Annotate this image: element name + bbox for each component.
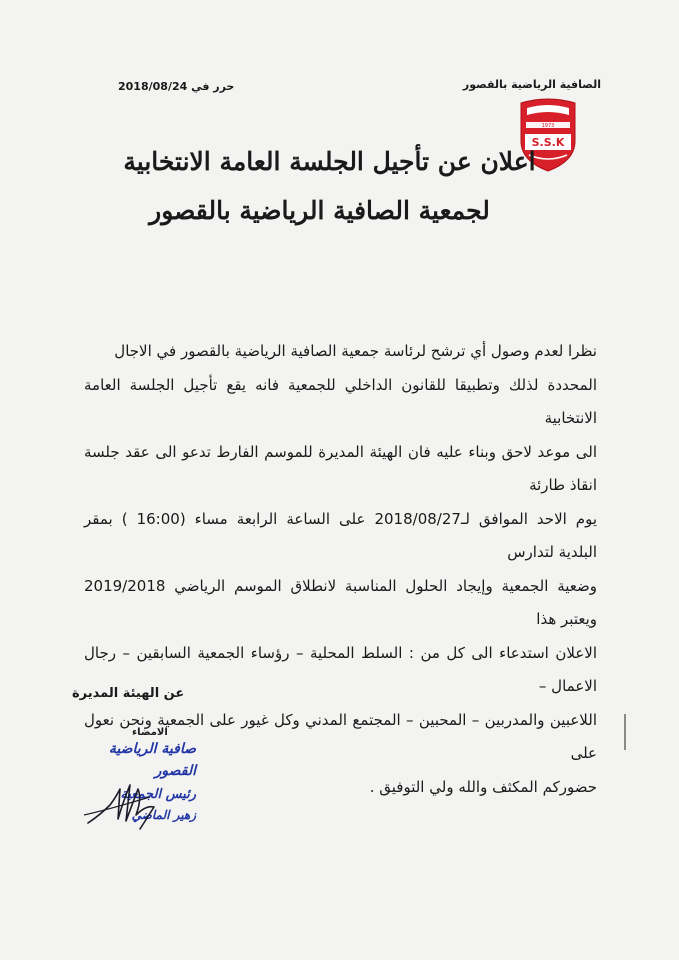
stamp-org-name: صافية الرياضية القصور (108, 741, 196, 779)
body-line: اللاعبين والمدربين – المحبين – المجتمع المدني وكل غيور على الجمعية ونحن نعول على (84, 710, 597, 762)
signature-label: الامضاء (132, 727, 168, 738)
stamp-title: رئيس الجمعية (120, 787, 196, 802)
body-line: نظرا لعدم وصول أي ترشح لرئاسة جمعية الصافية الرياضية بالقصور في الاجال (114, 342, 597, 360)
announcement-subtitle: لجمعية الصافية الرياضية بالقصور (149, 196, 490, 225)
announcement-title: اعلان عن تأجيل الجلسة العامة الانتخابية (123, 147, 536, 176)
dateline: حرر في 2018/08/24 (118, 80, 235, 93)
logo-initials: S.S.K (531, 136, 565, 149)
body-line: يوم الاحد الموافق لـ2018/08/27 على الساعة الرابعة مساء (16:00 ) بمقر البلدية لتدارس (84, 509, 597, 561)
body-line: الى موعد لاحق وبناء عليه فان الهيئة المديرة للموسم الفارط تدعو الى عقد جلسة انقاذ طارئة (84, 442, 597, 494)
stamp-person-name: زهير الماضي (131, 808, 196, 822)
logo-year: 1973 (541, 123, 555, 129)
body-line: حضوركم المكثف والله ولي التوفيق . (369, 777, 597, 796)
pen-stroke-mark (622, 712, 628, 752)
body-line: الاعلان استدعاء الى كل من : السلط المحلية – رؤساء الجمعية السابقين – رجال الاعمال – (84, 643, 597, 695)
body-line: المحددة لذلك وتطبيقا للقانون الداخلي للجمعية فانه يقع تأجيل الجلسة العامة الانتخابية (84, 375, 597, 427)
issuer-line: عن الهيئة المديرة (72, 686, 185, 701)
body-line: وضعية الجمعية وإيجاد الحلول المناسبة لانطلاق الموسم الرياضي 2019/2018 ويعتبر هذا (84, 576, 597, 628)
handwritten-signature (80, 775, 170, 835)
organization-name: الصافية الرياضية بالقصور (462, 78, 601, 91)
